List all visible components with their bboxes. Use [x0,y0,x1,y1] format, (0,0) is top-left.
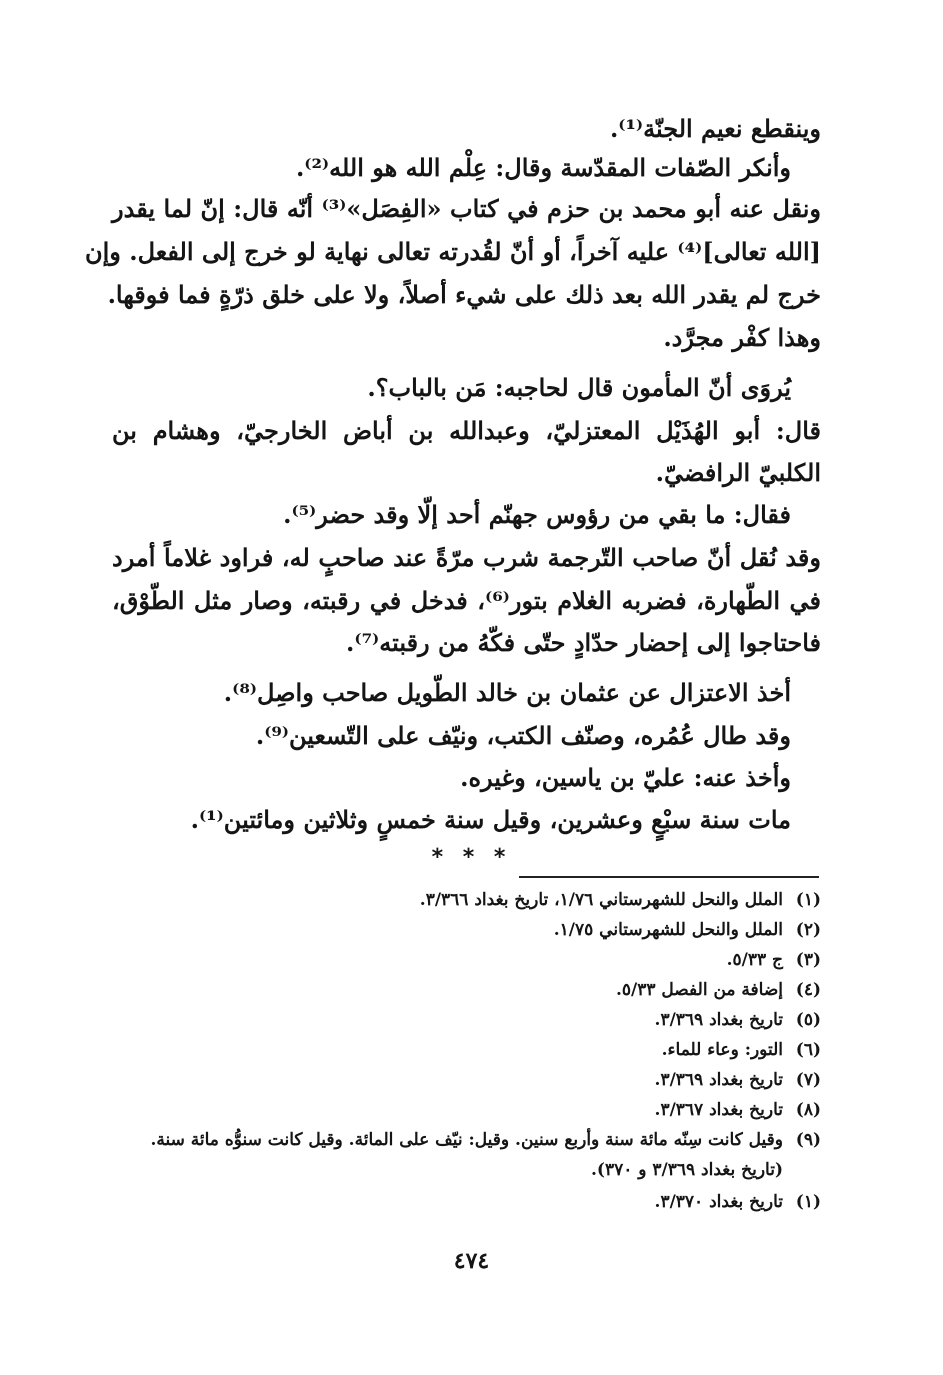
footnote [655,1066,821,1094]
body-line: خرج لم يقدر الله بعد ذلك على شيء أصلاً، ولا على خلق ذرّةٍ فما فوقها. [107,280,821,309]
footnote-number: (٨) [795,1100,821,1120]
body-line: وأنكر الصّفات المقدّسة وقال: عِلْم الله هو الله⁽²⁾. [295,153,791,182]
footnote-number: (١) [795,1192,821,1212]
footnote-continuation: (تاريخ بغداد ٣/٣٦٩ و ٣٧٠). [590,1160,783,1180]
footnote [662,1036,821,1064]
body-line: وأخذ عنه: عليّ بن ياسين، وغيره. [460,763,791,792]
footnote [655,1096,821,1124]
footnote [655,1006,821,1034]
footnote-text: إضافة من الفصل ٥/٣٣. [615,980,783,1000]
body-line: قال: أبو الهُذَيْل المعتزليّ، وعبدالله بن أباض الخارجيّ، وهشام بن [112,416,821,445]
body-line: في الطّهارة، فضربه الغلام بتور⁽⁶⁾، فدخل في رقبته، وصار مثل الطّوْق، [112,586,821,615]
footnote-number: (٦) [795,1040,821,1060]
footnote [150,1126,821,1154]
footnote-number: (٧) [795,1070,821,1090]
footnote-number: (٣) [795,950,821,970]
page-number: ٤٧٤ [453,1248,490,1274]
footnote-text: تاريخ بغداد ٣/٣٦٩. [654,1010,783,1030]
footnote-number: (٥) [795,1010,821,1030]
footnote-text: التور: وعاء للماء. [661,1040,783,1060]
footnote-text: الملل والنحل للشهرستاني ١/٧٥. [553,920,783,940]
body-line: وهذا كفْر مجرَّد. [663,323,821,352]
body-line: [الله تعالى]⁽⁴⁾ عليه آخراً، أو أنّ لقُدرته تعالى نهاية لو خرج إلى الفعل. وإن [85,237,821,266]
footnote-text: تاريخ بغداد ٣/٣٦٧. [654,1100,783,1120]
footnote-text: تاريخ بغداد ٣/٣٧٠. [654,1192,783,1212]
footnote [554,916,821,944]
footnote [420,886,821,914]
footnote-number: (٩) [795,1130,821,1150]
section-separator: * * * [431,845,512,870]
body-line: يُروَى أنّ المأمون قال لحاجبه: مَن بالباب؟. [367,373,791,402]
footnote-text: وقيل كانت سِنّه مائة سنة وأربع سنين. وقيل: نيّف على المائة. وقيل كانت سنوُّه مائة سنة. [150,1130,783,1150]
body-line: ونقل عنه أبو محمد بن حزم في كتاب «الفِصَل»⁽³⁾ أنّه قال: إنّ لما يقدر [112,194,821,223]
footnote-rule [519,876,819,878]
body-line: مات سنة سبْعٍ وعشرين، وقيل سنة خمسٍ وثلاثين ومائتين⁽¹⁾. [190,805,791,834]
body-line: فقال: ما بقي من رؤوس جهنّم أحد إلّا وقد حضر⁽⁵⁾. [283,500,791,529]
footnote [727,946,821,974]
body-line: وينقطع نعيم الجنّة⁽¹⁾. [609,114,821,143]
body-line: وقد نُقل أنّ صاحب التّرجمة شرب مرّةً عند صاحبٍ له، فراود غلاماً أمرد [112,543,821,572]
body-line: فاحتاجوا إلى إحضار حدّادٍ حتّى فكّهُ من رقبته⁽⁷⁾. [346,628,821,657]
body-line: أخذ الاعتزال عن عثمان بن خالد الطّويل صاحب واصِل⁽⁸⁾. [223,678,791,707]
footnote-text: الملل والنحل للشهرستاني ١/٧٦، تاريخ بغداد ٣/٣٦٦. [419,890,783,910]
body-line: الكلبيّ الرافضيّ. [655,458,821,487]
footnote-number: (٤) [795,980,821,1000]
footnote-number: (١) [795,890,821,910]
body-line: وقد طال عُمُره، وصنّف الكتب، ونيّف على التّسعين⁽⁹⁾. [255,721,791,750]
footnote-text: تاريخ بغداد ٣/٣٦٩. [654,1070,783,1090]
footnote [616,976,821,1004]
footnote-number: (٢) [795,920,821,940]
footnote-text: ج ٥/٣٣. [726,950,783,970]
footnote [655,1188,821,1216]
